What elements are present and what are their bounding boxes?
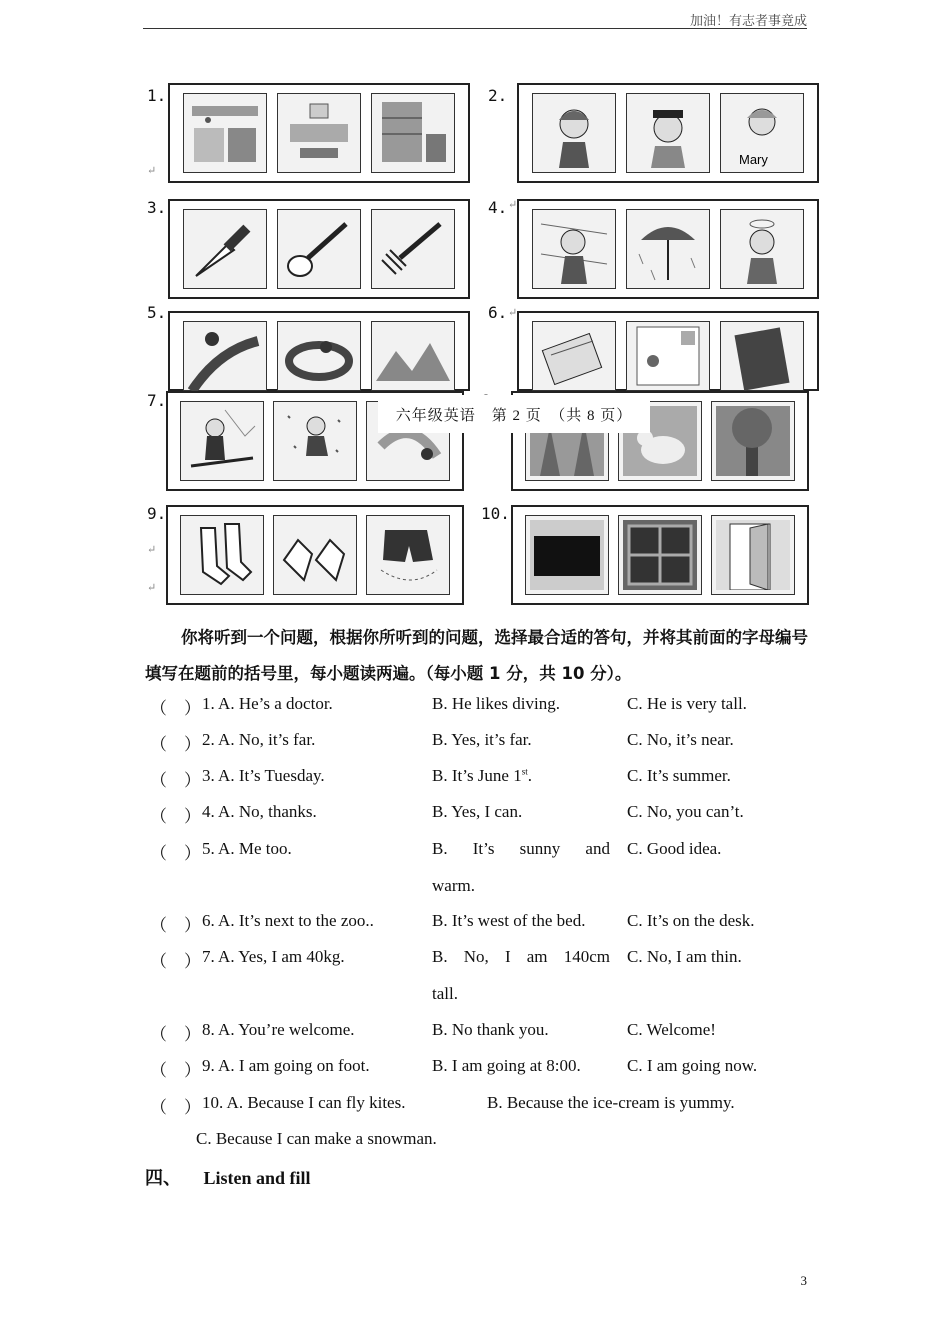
pic-row-3 bbox=[168, 199, 470, 299]
dictionary-picture bbox=[720, 321, 804, 391]
option-a: 6. A. It’s next to the zoo.. bbox=[202, 911, 374, 930]
option-b: B. It’s west of the bed. bbox=[432, 911, 586, 930]
pic-question-number: 10. bbox=[481, 504, 510, 523]
option-c: C. It’s summer. bbox=[627, 766, 731, 785]
answer-parens[interactable]: （ ） bbox=[150, 735, 201, 754]
kitchen-picture bbox=[183, 93, 267, 173]
fork-picture bbox=[371, 209, 455, 289]
option-a: 4. A. No, thanks. bbox=[202, 802, 317, 821]
option-c: C. No, you can’t. bbox=[627, 802, 744, 821]
question-row bbox=[150, 766, 810, 792]
header-rule bbox=[143, 28, 807, 29]
option-b: B. It’s June 1st. bbox=[432, 766, 532, 785]
answer-parens[interactable]: （ ） bbox=[150, 699, 201, 718]
answer-parens[interactable]: （ ） bbox=[150, 916, 201, 935]
option-c: C. It’s on the desk. bbox=[627, 911, 755, 930]
answer-parens[interactable]: （ ） bbox=[150, 952, 201, 971]
skiing-picture bbox=[180, 401, 264, 481]
question-row bbox=[150, 1056, 810, 1082]
option-a: 3. A. It’s Tuesday. bbox=[202, 766, 325, 785]
answer-parens[interactable]: （ ） bbox=[150, 807, 201, 826]
hot-picture bbox=[720, 209, 804, 289]
option-b: B. I am going at 8:00. bbox=[432, 1056, 581, 1075]
answer-parens[interactable]: （ ） bbox=[150, 844, 201, 863]
spoon-picture bbox=[277, 209, 361, 289]
bike-road-picture bbox=[183, 321, 267, 391]
girl-toothache-picture bbox=[532, 93, 616, 173]
question-row bbox=[150, 911, 810, 937]
question-row bbox=[150, 694, 810, 720]
pic-row-2 bbox=[517, 83, 819, 183]
pic-question-number: 1. bbox=[147, 86, 167, 105]
option-a: 1. A. He’s a doctor. bbox=[202, 694, 333, 713]
pic-question-number: 4. bbox=[488, 198, 508, 217]
option-c: C. No, it’s near. bbox=[627, 730, 734, 749]
option-a: 8. A. You’re welcome. bbox=[202, 1020, 355, 1039]
running-snow-picture bbox=[273, 401, 357, 481]
option-a: 10. A. Because I can fly kites. bbox=[202, 1093, 406, 1112]
pic-row-5 bbox=[168, 311, 470, 391]
pic-row-4 bbox=[517, 199, 819, 299]
window-picture bbox=[618, 515, 702, 595]
instructions: 你将听到一个问题，根据你所听到的问题，选择最合适的答句，并将其前面的字母编号填写在题前的括号里，每小题读两遍。（每小题 1 分，共 10 分）。 bbox=[145, 628, 808, 683]
answer-parens[interactable]: （ ） bbox=[150, 1061, 201, 1080]
pants-picture bbox=[366, 515, 450, 595]
option-b: B. He likes diving. bbox=[432, 694, 560, 713]
answer-parens[interactable]: （ ） bbox=[150, 771, 201, 790]
rainy-picture bbox=[626, 209, 710, 289]
option-c: C. Good idea. bbox=[627, 839, 722, 858]
picture-questions: 1. ↵ 2. Mary 3. 4. ↵ 5. 6. ↵ 7. 六年级英语 第 2 页 （共 8 页） 9. ↵ ↵ 10. bbox=[140, 78, 830, 608]
knife-picture bbox=[183, 209, 267, 289]
door-picture bbox=[711, 515, 795, 595]
option-c: C. Welcome! bbox=[627, 1020, 716, 1039]
pic-row-10 bbox=[511, 505, 809, 605]
answer-parens[interactable]: （ ） bbox=[150, 1025, 201, 1044]
question-row bbox=[150, 730, 810, 756]
pic-row-6 bbox=[517, 311, 819, 391]
postcard-picture bbox=[626, 321, 710, 391]
boy-headache-picture bbox=[626, 93, 710, 173]
newspaper-picture bbox=[532, 321, 616, 391]
section-title: Listen and fill bbox=[203, 1168, 311, 1188]
section-number: 四、 bbox=[145, 1168, 181, 1189]
option-b: B. No thank you. bbox=[432, 1020, 549, 1039]
section-heading bbox=[145, 1164, 311, 1190]
question-row bbox=[150, 1093, 810, 1119]
option-c: C. I am going now. bbox=[627, 1056, 758, 1075]
header-motto: 加油！有志者事竟成 bbox=[689, 13, 807, 28]
pic-question-number: 6. bbox=[488, 303, 508, 322]
option-b: B. It’s sunny and bbox=[432, 839, 610, 858]
question-row bbox=[150, 947, 810, 973]
pic-row-9 bbox=[166, 505, 464, 605]
pic-question-number: 2. bbox=[488, 86, 508, 105]
socks-picture bbox=[180, 515, 264, 595]
question-row bbox=[150, 1020, 810, 1046]
option-b-continuation: warm. bbox=[432, 876, 475, 895]
option-a: 5. A. Me too. bbox=[202, 839, 292, 858]
windy-picture bbox=[532, 209, 616, 289]
question-row bbox=[150, 802, 810, 828]
blackboard-picture bbox=[525, 515, 609, 595]
study-picture bbox=[371, 93, 455, 173]
mary-fever-picture bbox=[720, 93, 804, 173]
shoes-picture bbox=[273, 515, 357, 595]
answer-parens[interactable]: （ ） bbox=[150, 1098, 201, 1117]
option-b: B. Because the ice-cream is yummy. bbox=[487, 1093, 735, 1112]
option-c: C. He is very tall. bbox=[627, 694, 747, 713]
page-footer-overlay: 六年级英语 第 2 页 （共 8 页） bbox=[378, 395, 650, 433]
option-a: 9. A. I am going on foot. bbox=[202, 1056, 370, 1075]
option-b: B. No, I am 140cm bbox=[432, 947, 610, 966]
tree-picture bbox=[711, 401, 795, 481]
mountains-picture bbox=[371, 321, 455, 391]
option-b: B. Yes, it’s far. bbox=[432, 730, 532, 749]
option-b-continuation: tall. bbox=[432, 984, 458, 1003]
question-row bbox=[150, 839, 810, 865]
cycling-track-picture bbox=[277, 321, 361, 391]
living-room-picture bbox=[277, 93, 361, 173]
option-a: 7. A. Yes, I am 40kg. bbox=[202, 947, 345, 966]
pic-question-number: 9. bbox=[147, 504, 167, 523]
pic-question-number: 5. bbox=[147, 303, 167, 322]
option-b: B. Yes, I can. bbox=[432, 802, 523, 821]
pic-question-number: 7. bbox=[147, 391, 167, 410]
option-c: C. No, I am thin. bbox=[627, 947, 742, 966]
option-a: 2. A. No, it’s far. bbox=[202, 730, 316, 749]
option-c: C. Because I can make a snowman. bbox=[196, 1129, 437, 1148]
pic-row-1 bbox=[168, 83, 470, 183]
page-number: 3 bbox=[800, 1273, 807, 1288]
mary-label: Mary bbox=[739, 152, 768, 167]
pic-question-number: 3. bbox=[147, 198, 167, 217]
